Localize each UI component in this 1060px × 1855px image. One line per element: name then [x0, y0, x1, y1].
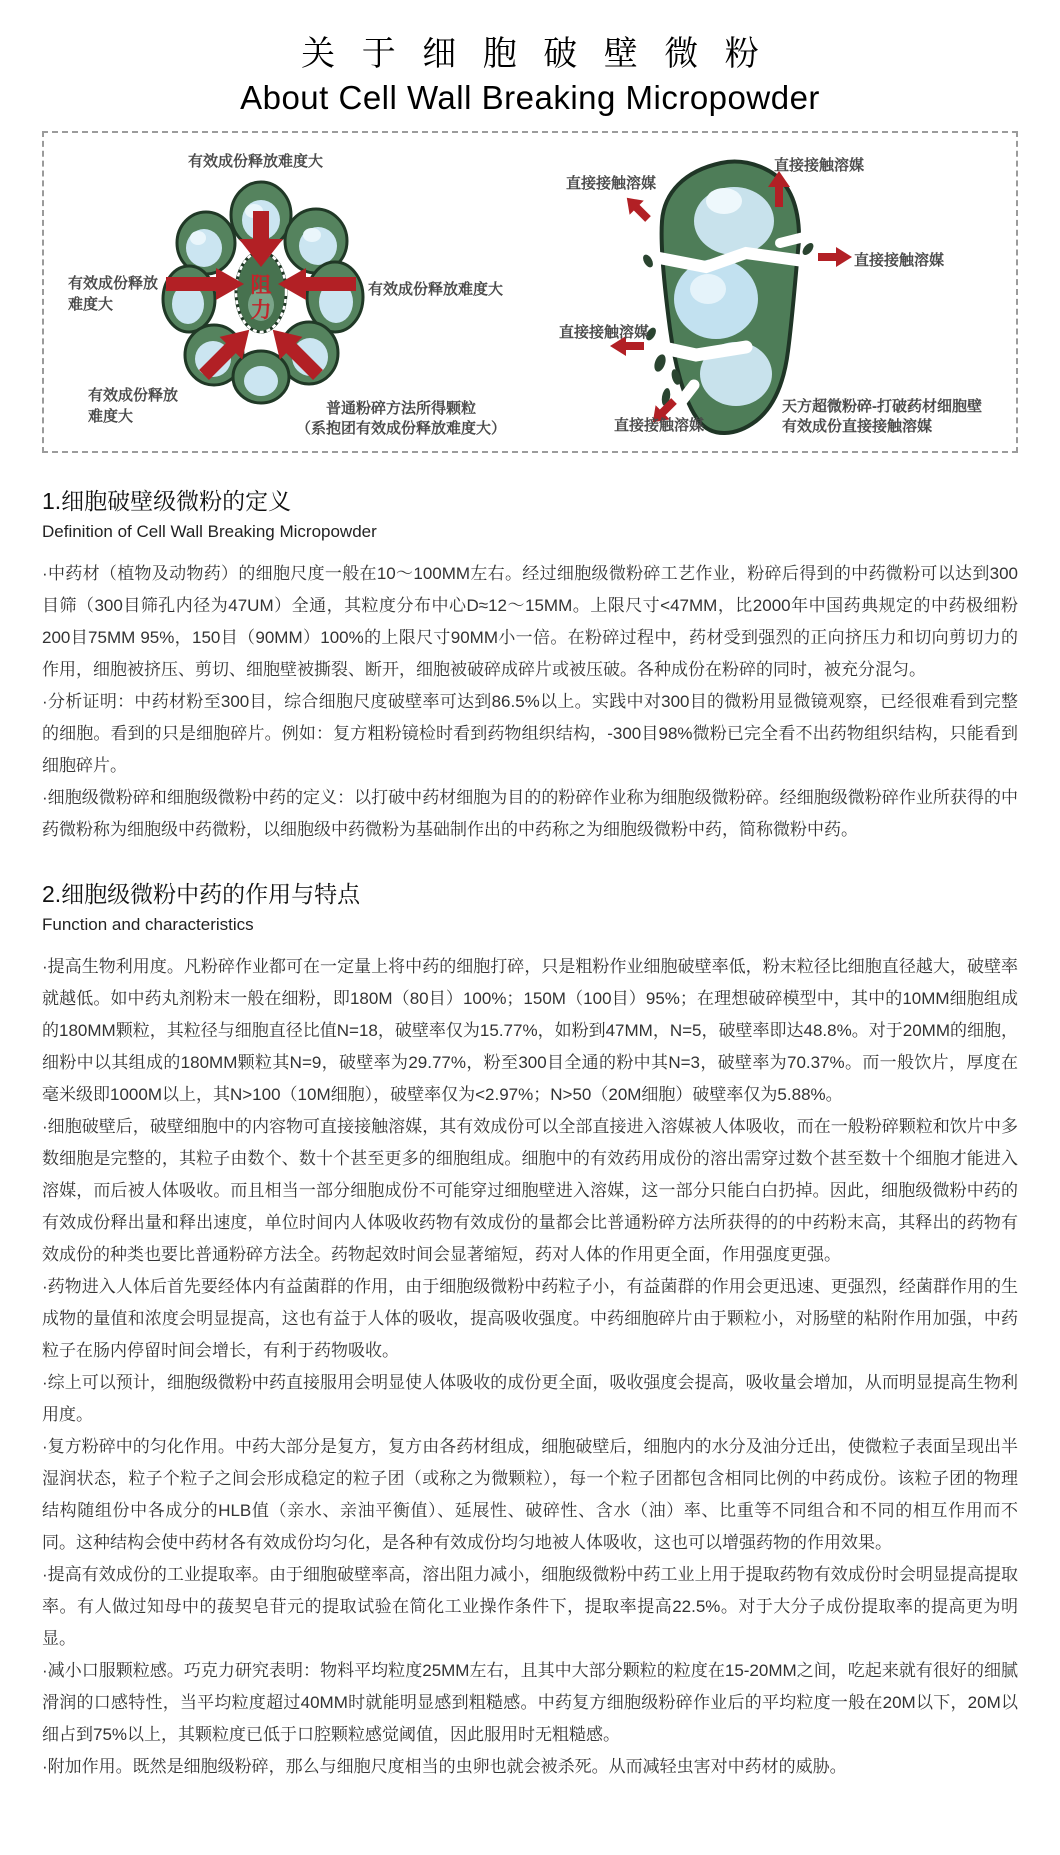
paragraph: ·附加作用。既然是细胞级粉碎，那么与细胞尺度相当的虫卵也就会被杀死。从而减轻虫害对中药材的威胁。 — [42, 1757, 847, 1776]
section1-heading-en: Definition of Cell Wall Breaking Micropowder — [42, 522, 377, 541]
label-release-difficulty-bottom-left: 有效成份释放 难度大 — [88, 387, 179, 425]
label-solvent-contact-bottom: 直接接触溶媒 — [614, 417, 705, 434]
left-diagram-caption: 普通粉碎方法所得颗粒 （系抱团有效成份释放难度大） — [295, 400, 506, 437]
paragraph: ·减小口服颗粒感。巧克力研究表明：物料平均粒度25MM左右，且其中大部分颗粒的粒度在15-20MM之间，吃起来就有很好的细腻滑润的口感特性，当平均粒度超过40MM时就能明显感到粗糙感。中药复方细胞级粉碎作业后的平均粒度一般在20M以下，20M以细占到75%以上，其颗粒度已低于口腔颗粒感觉阈值，因此服用时无粗糙感。 — [42, 1661, 1018, 1744]
right-diagram-caption: 天方超微粉碎-打破药材细胞壁 有效成份直接接触溶媒 — [782, 398, 982, 435]
section2-heading-zh: 2.细胞级微粉中药的作用与特点 — [42, 881, 361, 907]
label-solvent-contact-mid-left: 直接接触溶媒 — [559, 324, 650, 341]
paragraph: ·分析证明：中药材粉至300目，综合细胞尺度破壁率可达到86.5%以上。实践中对300目的微粉用显微镜观察，已经很难看到完整的细胞。看到的只是细胞碎片。例如：复方粗粉镜检时看到药物组织结构，-300目98%微粉已完全看不出药物组织结构，只能看到细胞碎片。 — [42, 692, 1018, 775]
resistance-label: 阻 力 — [250, 274, 272, 322]
section2-heading-en: Function and characteristics — [42, 915, 254, 934]
section-definition — [42, 483, 1018, 846]
paragraph: ·细胞级微粉碎和细胞级微粉中药的定义：以打破中药材细胞为目的的粉碎作业称为细胞级微粉碎。经细胞级微粉碎作业所获得的中药微粉称为细胞级中药微粉，以细胞级中药微粉为基础制作出的中药称之为细胞级微粉中药，简称微粉中药。 — [42, 788, 1018, 839]
document-body — [42, 483, 1018, 1783]
label-release-difficulty-right: 有效成份释放难度大 — [368, 281, 504, 298]
label-solvent-contact-top-right: 直接接触溶媒 — [774, 157, 865, 174]
cell-diagram-figure — [42, 131, 1018, 453]
page-title-chinese: 关于细胞破壁微粉 — [301, 35, 786, 73]
paragraph: ·细胞破壁后，破壁细胞中的内容物可直接接触溶媒，其有效成份可以全部直接进入溶媒被人体吸收，而在一般粉碎颗粒和饮片中多数细胞是完整的，其粒子由数个、数十个甚至更多的细胞组成。细胞中的有效药用成份的溶出需穿过数个甚至数十个细胞才能进入溶媒，而后被人体吸收。而且相当一部分细胞成份不可能穿过细胞壁进入溶媒，这一部分只能白白扔掉。因此，细胞级微粉中药的有效成份释出量和释出速度，单位时间内人体吸收药物有效成份的量都会比普通粉碎方法所获得的的中药粉末高，其释出的药物有效成份的种类也要比普通粉碎方法全。药物起效时间会显著缩短，药对人体的作用更全面，作用强度更强。 — [42, 1117, 1018, 1264]
page-title-english: About Cell Wall Breaking Micropowder — [240, 79, 820, 116]
paragraph: ·综上可以预计，细胞级微粉中药直接服用会明显使人体吸收的成份更全面，吸收强度会提高，吸收量会增加，从而明显提高生物利用度。 — [42, 1373, 1018, 1424]
paragraph: ·药物进入人体后首先要经体内有益菌群的作用，由于细胞级微粉中药粒子小，有益菌群的作用会更迅速、更强烈，经菌群作用的生成物的量值和浓度会明显提高，这也有益于人体的吸收，提高吸收强度。中药细胞碎片由于颗粒小，对肠壁的粘附作用加强，中药粒子在肠内停留时间会增长，有利于药物吸收。 — [42, 1277, 1018, 1360]
paragraph: ·复方粉碎中的匀化作用。中药大部分是复方，复方由各药材组成，细胞破壁后，细胞内的水分及油分迁出，使微粒子表面呈现出半湿润状态，粒子个粒子之间会形成稳定的粒子团（或称之为微颗粒），每一个粒子团都包含相同比例的中药成份。该粒子团的物理结构随组份中各成分的HLB值（亲水、亲油平衡值）、延展性、破碎性、含水（油）率、比重等不同组合和不同的相互作用而不同。这种结构会使中药材各有效成份均匀化，是各种有效成份均匀地被人体吸收，这也可以增强药物的作用效果。 — [42, 1437, 1018, 1552]
label-solvent-contact-right: 直接接触溶媒 — [854, 252, 945, 269]
label-solvent-contact-top-left: 直接接触溶媒 — [566, 175, 657, 192]
section-function-characteristics — [42, 876, 1018, 1783]
paragraph: ·提高有效成份的工业提取率。由于细胞破壁率高，溶出阻力减小，细胞级微粉中药工业上用于提取药物有效成份时会明显提高提取率。有人做过知母中的菝契皂苷元的提取试验在简化工业操作条件下，提取率提高22.5%。对于大分子成份提取率的提高更为明显。 — [42, 1565, 1018, 1648]
label-release-difficulty-top: 有效成份释放难度大 — [188, 153, 324, 170]
paragraph: ·中药材（植物及动物药）的细胞尺度一般在10～100MM左右。经过细胞级微粉碎工艺作业，粉碎后得到的中药微粉可以达到300目筛（300目筛孔内径为47UM）全通，其粒度分布中心D≈12～15MM。上限尺寸<47MM，比2000年中国药典规定的中药极细粉200目75MM 95%，150目（90MM）100%的上限尺寸90MM小一倍。在粉碎过程中，药材受到强烈的正向挤压力和切向剪切力的作用，细胞被挤压、剪切、细胞壁被撕裂、断开，细胞被破碎成碎片或被压破。各种成份在粉碎的同时，被充分混匀。 — [42, 564, 1018, 679]
section1-heading-zh: 1.细胞破壁级微粉的定义 — [42, 488, 292, 514]
label-release-difficulty-left: 有效成份释放 难度大 — [68, 275, 159, 313]
paragraph: ·提高生物利用度。凡粉碎作业都可在一定量上将中药的细胞打碎，只是粗粉作业细胞破壁率低，粉末粒径比细胞直径越大，破壁率就越低。如中药丸剂粉末一般在细粉，即180M（80目）100%；150M（100目）95%；在理想破碎模型中，其中的10MM细胞组成的180MM颗粒，其粒径与细胞直径比值N=18，破壁率仅为15.77%，如粉到47MM，N=5，破壁率即达48.8%。对于20MM的细胞，细粉中以其组成的180MM颗粒其N=9，破壁率为29.77%，粉至300目全通的粉中其N=3，破壁率为70.37%。而一般饮片，厚度在毫米级即1000M以上，其N>100（10M细胞），破壁率仅为<2.97%；N>50（20M细胞）破壁率仅为5.88%。 — [42, 957, 1018, 1104]
